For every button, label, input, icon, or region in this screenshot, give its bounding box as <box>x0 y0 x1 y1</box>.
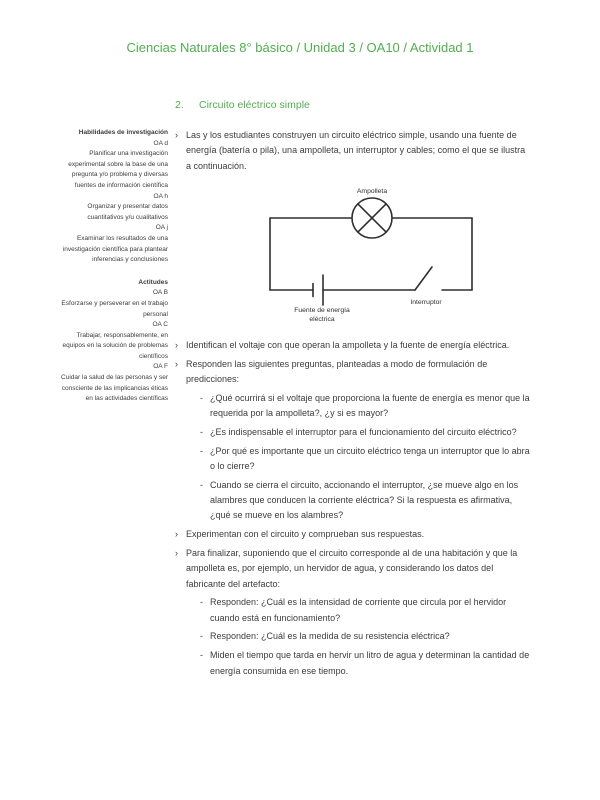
bullet-item <box>200 425 531 440</box>
oa-text: Examinar los resultados de una investigación científica para plantear inferencias y conclusiones <box>62 234 168 264</box>
bullet-marker: › <box>175 529 178 540</box>
switch-lever <box>415 267 432 290</box>
bullet-marker: - <box>200 597 203 608</box>
bullet-text: Experimentan con el circuito y comprueban sus respuestas. <box>186 529 425 540</box>
bullet-item <box>200 444 531 475</box>
sidebar-section-habilidades <box>60 128 168 266</box>
bullet-marker: - <box>200 631 203 642</box>
section-title: Circuito eléctrico simple <box>199 99 310 111</box>
power-source-label-line1: Fuente de energía <box>294 306 350 314</box>
bullet-marker: › <box>175 130 178 140</box>
bullet-text: Miden el tiempo que tarda en hervir un litro de agua y determinan la cantidad de energía consumida en ese tiempo. <box>210 650 530 676</box>
switch-label: Interruptor <box>410 298 442 306</box>
document-title: Ciencias Naturales 8° básico / Unidad 3 / OA10 / Actividad 1 <box>126 40 474 55</box>
bullet-text: Responden las siguientes preguntas, planteadas a modo de formulación de predicciones: <box>186 358 488 384</box>
bullet-text: Cuando se cierra el circuito, accionando el interruptor, ¿se mueve algo en los alambres que conducen la corriente eléctrica? Si la respuesta es afirmativa, ¿qué se mueve en los alambres? <box>210 479 519 521</box>
sidebar-section-heading: Habilidades de investigación <box>78 129 168 136</box>
bullet-text: ¿Por qué es importante que un circuito eléctrico tenga un interruptor que lo abra o lo cierre? <box>210 445 530 471</box>
oa-text: Organizar y presentar datos cuantitativos y/u cualitativos <box>87 203 168 221</box>
bullet-text: Responden: ¿Cuál es la intensidad de corriente que circula por el hervidor cuando está en funcionamiento? <box>210 597 507 623</box>
bullet-marker: - <box>200 650 203 661</box>
bullet-text: Responden: ¿Cuál es la medida de su resistencia eléctrica? <box>210 631 450 642</box>
bullet-item <box>200 629 531 644</box>
oa-text: Trabajar, responsablemente, en equipos en la solución de problemas científicos <box>62 331 168 360</box>
bullet-text: Para finalizar, suponiendo que el circuito corresponde al de una habitación y que la ampolleta es, por ejemplo, un hervidor de agua, y considerando los datos del fabricante del artefacto: <box>186 547 518 589</box>
oa-text: Esforzarse y perseverar en el trabajo personal <box>61 299 168 318</box>
bullet-marker: › <box>175 339 178 350</box>
oa-code: OA j <box>155 224 168 232</box>
oa-code: OA B <box>152 289 168 297</box>
circuit-diagram <box>230 183 510 325</box>
bullet-item <box>175 527 531 542</box>
sidebar-section-heading: Actitudes <box>138 278 168 286</box>
bullet-text: Las y los estudiantes construyen un circuito eléctrico simple, usando una fuente de energía (batería o pila), una ampolleta, un interruptor y cables; como el que se ilustra a continuación. <box>186 130 526 171</box>
oa-text: Cuidar la salud de las personas y ser consciente de las implicancias éticas en las actividades científicas <box>61 374 168 403</box>
bullet-item <box>175 338 531 353</box>
bullet-marker: › <box>175 547 178 558</box>
bullet-item <box>175 546 531 592</box>
bullet-marker: › <box>175 358 178 369</box>
circuit-svg <box>230 183 510 325</box>
bullet-item <box>175 357 531 388</box>
bulb-label: Ampolleta <box>356 187 388 195</box>
bullet-marker: - <box>200 445 203 456</box>
oa-code: OA C <box>152 321 168 329</box>
section-heading <box>175 99 531 112</box>
sidebar-objectives <box>60 128 168 405</box>
bullet-item <box>200 595 531 626</box>
bullet-text: ¿Qué ocurrirá si el voltaje que proporciona la fuente de energía es menor que la requerida por la ampolleta?, ¿y si es mayor? <box>210 392 530 419</box>
bullet-marker: - <box>200 392 203 403</box>
oa-code: OA d <box>153 139 168 147</box>
oa-code: OA h <box>153 192 168 200</box>
section-number: 2. <box>175 99 184 111</box>
bullet-item <box>200 391 531 422</box>
bullet-text: Identifican el voltaje con que operan la ampolleta y la fuente de energía eléctrica. <box>186 339 510 350</box>
sidebar-section-actitudes <box>60 278 168 405</box>
bullet-marker: - <box>200 426 203 437</box>
oa-code: OA F <box>153 363 168 371</box>
bullet-item <box>175 128 531 174</box>
bullet-item <box>200 478 531 524</box>
oa-text: Planificar una investigación experimental sobre la base de una pregunta y/o problema y diversas fuentes de información científica <box>68 150 168 189</box>
power-source-label-line2: eléctrica <box>309 315 335 323</box>
bullet-text: ¿Es indispensable el interruptor para el funcionamiento del circuito eléctrico? <box>210 426 517 437</box>
bullet-marker: - <box>200 479 203 490</box>
main-content <box>175 99 531 679</box>
bullet-item <box>200 648 531 679</box>
